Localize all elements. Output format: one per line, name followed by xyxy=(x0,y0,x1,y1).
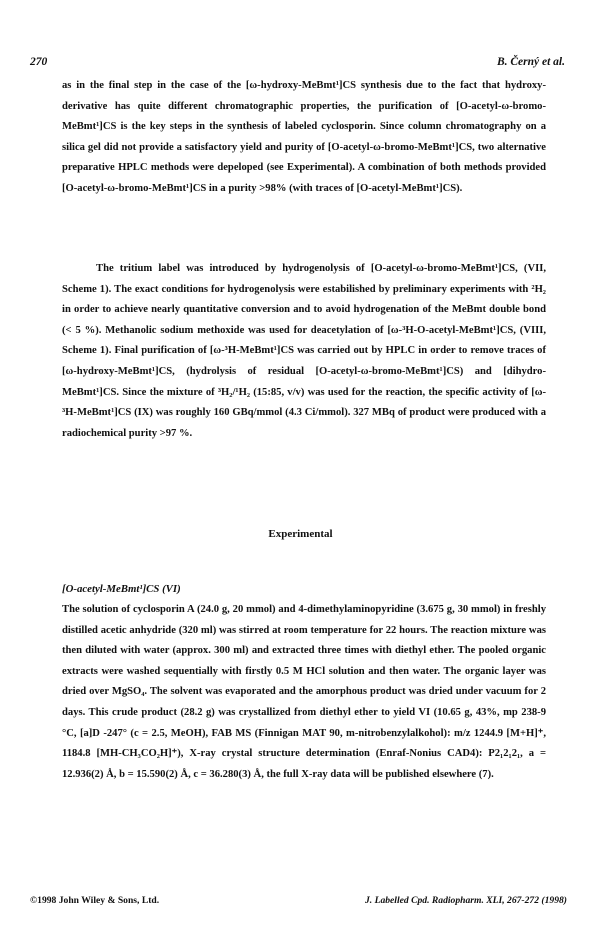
running-header-author: B. Černý et al. xyxy=(496,56,565,68)
section-heading-experimental: Experimental xyxy=(268,528,333,540)
paragraph-purification: as in the final step in the case of the [ω-hydroxy-MeBmt¹]CS synthesis due to the fact that hydroxy-derivative has quite different chromatographic properties, the purification of [O-acetyl-ω-bromo-MeBmt¹]CS is the key steps in the synthesis of labeled cyclosporin. Since column chromatography on a silica gel did not provide a satisfactory yield and purity of [O-acetyl-ω-bromo-MeBmt¹]CS, two alternative preparative HPLC methods were depeloped (see Experimental). A combination of both methods provided [O-acetyl-ω-bromo-MeBmt¹]CS in a purity >98% (with traces of [O-acetyl-MeBmt¹]CS). xyxy=(62,80,546,194)
subsection-heading: [O-acetyl-MeBmt¹]CS (VI) xyxy=(62,583,181,595)
page-number: 270 xyxy=(30,56,48,68)
footer-citation: J. Labelled Cpd. Radiopharm. XLI, 267-272 (1998) xyxy=(365,895,567,906)
footer-copyright: ©1998 John Wiley & Sons, Ltd. xyxy=(30,895,160,906)
paragraph-tritium-label: The tritium label was introduced by hydrogenolysis of [O-acetyl-ω-bromo-MeBmt¹]CS, (VII, Scheme 1). The exact conditions for hydrogenolysis were estabilished by preliminary experiments with ²H₂ in order to achieve nearly quantitative conversion and to avoid hydrogenation of the MeBmt double bond (< 5 %). Methanolic sodium methoxide was used for deacetylation of [ω-³H-O-acetyl-MeBmt¹]CS, (VIII, Scheme 1). Final purification of [ω-³H-MeBmt¹]CS was carried out by HPLC in order to remove traces of [ω-hydroxy-MeBmt¹]CS, (hydrolysis of residual [O-acetyl-ω-bromo-MeBmt¹]CS) and [dihydro-MeBmt¹]CS. Since the mixture of ³H₂/¹H₂ (15:85, v/v) was used for the reaction, the specific activity of [ω-³H-MeBmt¹]CS (IX) was roughly 160 GBq/mmol (4.3 Ci/mmol). 327 MBq of product were produced with a radiochemical purity >97 %. xyxy=(62,263,546,439)
paragraph-experimental-procedure: The solution of cyclosporin A (24.0 g, 20 mmol) and 4-dimethylaminopyridine (3.675 g, 30 mmol) in freshly distilled acetic anhydride (320 ml) was stirred at room temperature for 22 hours. The reaction mixture was then diluted with water (approx. 300 ml) and extracted three times with diethyl ether. The pooled organic extracts were washed sequentially with firstly 0.5 M HCl solution and then water. The organic layer was dried over MgSO₄. The solvent was evaporated and the amorphous product was dried under vacuum for 2 days. This crude product (28.2 g) was crystallized from diethyl ether to yield VI (10.65 g, 43%, mp 238-9 °C, [a]D -247° (c = 2.5, MeOH), FAB MS (Finnigan MAT 90, m-nitrobenzylalkohol): m/z 1244.9 [M+H]⁺, 1184.8 [MH-CH₃CO₂H]⁺), X-ray crystal structure determination (Enraf-Nonius CAD4): P2₁2₁2₁, a = 12.936(2) Å, b = 15.590(2) Å, c = 36.280(3) Å, the full X-ray data will be published elsewhere (7). xyxy=(62,604,546,780)
